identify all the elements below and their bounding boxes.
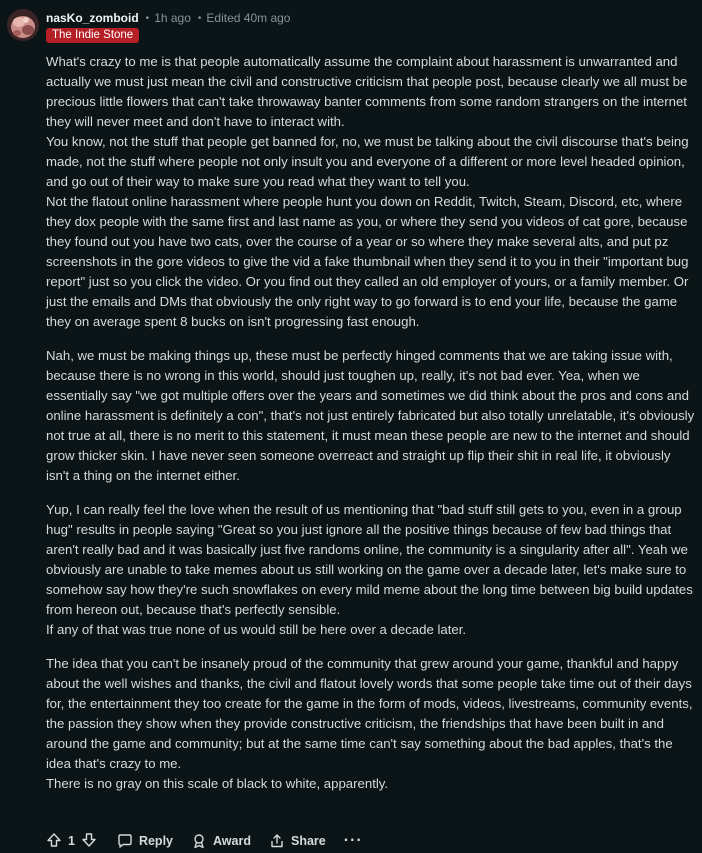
username-link[interactable]: nasKo_zomboid	[46, 11, 139, 25]
comment-paragraph: Nah, we must be making things up, these must be perfectly hinged comments that we are taking issue with, because there is no wrong in this world, should just toughen up, really, it's not bad ever. Yea, when we essentially say "we got multiple offers over the years and sometimes we did think about the pros and cons and online harassment is definitely a con", that's not just entirely fabricated but also totally unrelatable, it's obviously not true at all, there is no merit to this statement, it must mean these people are new to the internet and should grow thicker skin. I have never seen someone overreact and straight up flip their shit in real life, it obviously isn't a thing on the internet either.	[46, 348, 695, 483]
arrow-down-icon[interactable]	[81, 832, 97, 851]
avatar-image-icon	[7, 9, 39, 41]
arrow-up-icon[interactable]	[46, 832, 62, 851]
speech-bubble-icon	[117, 833, 133, 849]
comment-meta	[46, 9, 290, 27]
award-label: Award	[213, 834, 251, 848]
share-arrow-icon	[269, 833, 285, 849]
user-flair-badge: The Indie Stone	[46, 28, 139, 43]
comment-paragraph: The idea that you can't be insanely proud of the community that grew around your game, thankful and happy about the well wishes and thanks, the civil and flatout lovely words that some people take time out of their days for, the entertainment they too create for the game in the form of mods, videos, livestreams, community events, the passion they show when they provide constructive criticism, the friendships that have been built in and around the game and community; but at the same time can't say something about the bad apples, that's the idea that's crazy to me. There is no gray on this scale of black to white, apparently.	[46, 656, 693, 791]
vote-controls	[46, 832, 97, 851]
comment-paragraph: What's crazy to me is that people automatically assume the complaint about harassment is unwarranted and actually we must just mean the civil and constructive criticism that people post, because clearly we all must be precious little flowers that can't take throwaway banter comments from some random strangers on the internet they will never meet and don't have to interact with. You know, not the stuff that people get banned for, no, we must be talking about the civil discourse that's being made, not the stuff where people not only insult you and everyone of a different or more level headed opinion, and go out of their way to make sure you read what they want to tell you. Not the flatout online harassment where people hunt you down on Reddit, Twitch, Steam, Discord, etc, where they dox people with the same first and last name as you, or where they send you videos of cat gore, because they found out you have two cats, over the course of a year or so where they make several alts, and put pz screenshots in the gore videos to give the vid a fake thumbnail when they send it to you in their "important bug report" just so you click the video. Or you find out they called an old employer of yours, or a family member. Or just the emails and DMs that obviously the only right way to go forward is to end your life, because the game they on average spent 8 bucks on isn't progressing fast enough.	[46, 54, 689, 329]
edited-label: Edited 40m ago	[206, 11, 291, 25]
separator-dot: •	[197, 12, 202, 24]
comment-action-bar	[46, 830, 381, 852]
award-ribbon-icon	[191, 833, 207, 849]
more-options-button[interactable]: ···	[343, 832, 363, 849]
vote-count: 1	[68, 834, 75, 848]
avatar[interactable]	[7, 9, 39, 41]
separator-dot: •	[145, 12, 150, 24]
reply-button[interactable]	[117, 833, 173, 849]
share-button[interactable]	[269, 833, 326, 849]
comment-paragraph: Yup, I can really feel the love when the result of us mentioning that "bad stuff still gets to you, even in a group hug" results in people saying "Great so you just ignore all the positive things because of few bad things that aren't really bad and it was basically just five randoms online, the community is a singularity after all". Yeah we obviously are unable to take memes about us still working on the game over a decade later, let's make sure to somehow say how they're such snowflakes on every mild meme about the long time between big build updates from hereon out, because that's perfectly sensible. If any of that was true none of us would still be here over a decade later.	[46, 502, 693, 637]
award-button[interactable]	[191, 833, 251, 849]
reply-label: Reply	[138, 834, 173, 848]
share-label: Share	[290, 834, 326, 848]
timestamp[interactable]: 1h ago	[154, 11, 191, 25]
comment-body	[46, 52, 696, 808]
